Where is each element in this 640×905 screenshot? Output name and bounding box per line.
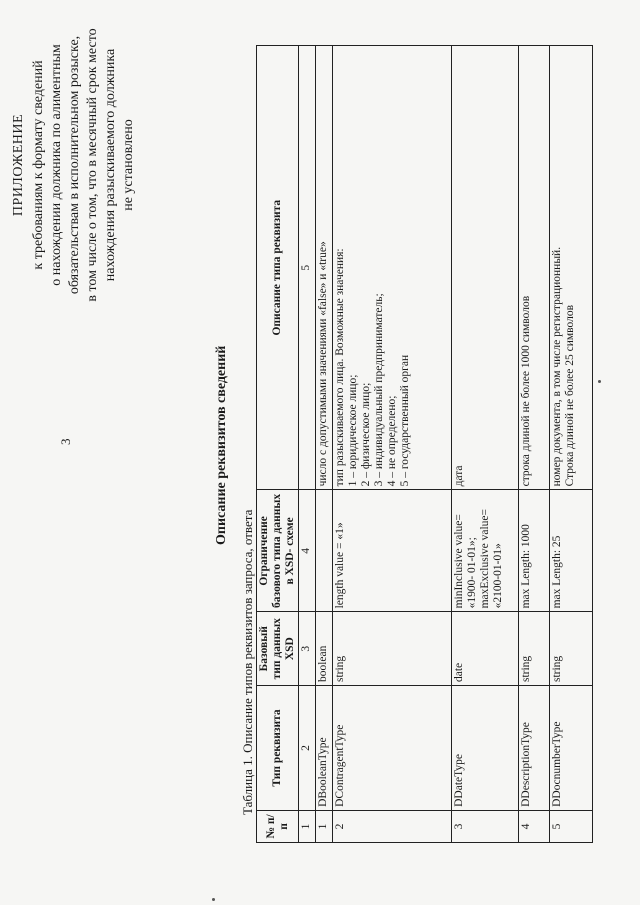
appendix-line: нахождения разыскиваемого должника <box>103 48 118 282</box>
table-index-row <box>299 46 316 843</box>
table-caption: Таблица 1. Описание типов реквизитов запроса, ответа <box>240 509 255 815</box>
row-description <box>452 46 519 490</box>
appendix-block <box>10 15 138 315</box>
description-line: 1 – юридическое лицо; <box>347 374 359 487</box>
description-line: 2 – физическое лицо; <box>360 382 372 487</box>
table-header-row <box>257 46 299 843</box>
requisites-table <box>256 45 593 843</box>
row-description <box>316 46 333 490</box>
table-row <box>333 46 452 843</box>
row-description <box>519 46 550 490</box>
header-restriction: Ограничение базового типа данных в XSD- схеме <box>257 490 299 612</box>
appendix-line: не установлено <box>121 119 136 211</box>
row-num: 2 <box>333 810 452 842</box>
scan-speck <box>212 898 215 901</box>
row-type: DDocnumberType <box>550 686 593 811</box>
table-row <box>316 46 333 843</box>
row-restriction: max Length: 25 <box>550 490 593 612</box>
row-num: 5 <box>550 810 593 842</box>
description-line: Строка длиной не более 25 символов <box>564 304 576 487</box>
appendix-line: о нахождении должника по алиментным <box>49 44 64 286</box>
header-description: Описание типа реквизита <box>257 46 299 490</box>
index-cell: 4 <box>299 490 316 612</box>
row-type: DDescriptionType <box>519 686 550 811</box>
description-line: номер документа, в том числе регистрационный. <box>551 246 563 487</box>
index-cell: 1 <box>299 810 316 842</box>
row-type: DBooleanType <box>316 686 333 811</box>
description-line: дата <box>453 465 465 487</box>
index-cell: 5 <box>299 46 316 490</box>
index-cell: 3 <box>299 612 316 686</box>
appendix-line: к требованиям к формату сведений <box>31 60 46 270</box>
row-type: DContragentType <box>333 686 452 811</box>
header-type: Тип реквизита <box>257 686 299 811</box>
appendix-title: ПРИЛОЖЕНИЕ <box>11 113 26 217</box>
description-line: число с допустимыми значениями «false» и «true» <box>317 241 329 487</box>
row-description <box>333 46 452 490</box>
description-line: 5 – государственный орган <box>399 354 411 487</box>
row-restriction: length value = «1» <box>333 490 452 612</box>
row-base: date <box>452 612 519 686</box>
header-num: № п/п <box>257 810 299 842</box>
description-line: 4 – не определено; <box>386 395 398 487</box>
row-restriction: max Length: 1000 <box>519 490 550 612</box>
header-base: Базовый тип данных XSD <box>257 612 299 686</box>
row-description <box>550 46 593 490</box>
description-line: 3 – индивидуальный предприниматель; <box>373 293 385 487</box>
page-number: 3 <box>58 438 73 445</box>
appendix-line: обязательствам в исполнительном розыске, <box>67 35 82 295</box>
appendix-line: в том числе о том, что в месячный срок место <box>85 28 100 302</box>
description-line: строка длиной не более 1000 символов <box>520 295 532 487</box>
table-row <box>550 46 593 843</box>
row-num: 4 <box>519 810 550 842</box>
row-restriction: minInclusive value= «1900- 01-01»; maxExclusive value= «2100-01-01» <box>452 490 519 612</box>
row-num: 3 <box>452 810 519 842</box>
scan-speck <box>598 380 601 383</box>
row-base: string <box>333 612 452 686</box>
row-restriction <box>316 490 333 612</box>
description-line: тип разыскиваемого лица. Возможные значения: <box>334 248 346 487</box>
index-cell: 2 <box>299 686 316 811</box>
row-base: boolean <box>316 612 333 686</box>
row-base: string <box>550 612 593 686</box>
row-type: DDateType <box>452 686 519 811</box>
table-row <box>519 46 550 843</box>
row-num: 1 <box>316 810 333 842</box>
table-row <box>452 46 519 843</box>
section-title: Описание реквизитов сведений <box>214 345 229 545</box>
row-base: string <box>519 612 550 686</box>
